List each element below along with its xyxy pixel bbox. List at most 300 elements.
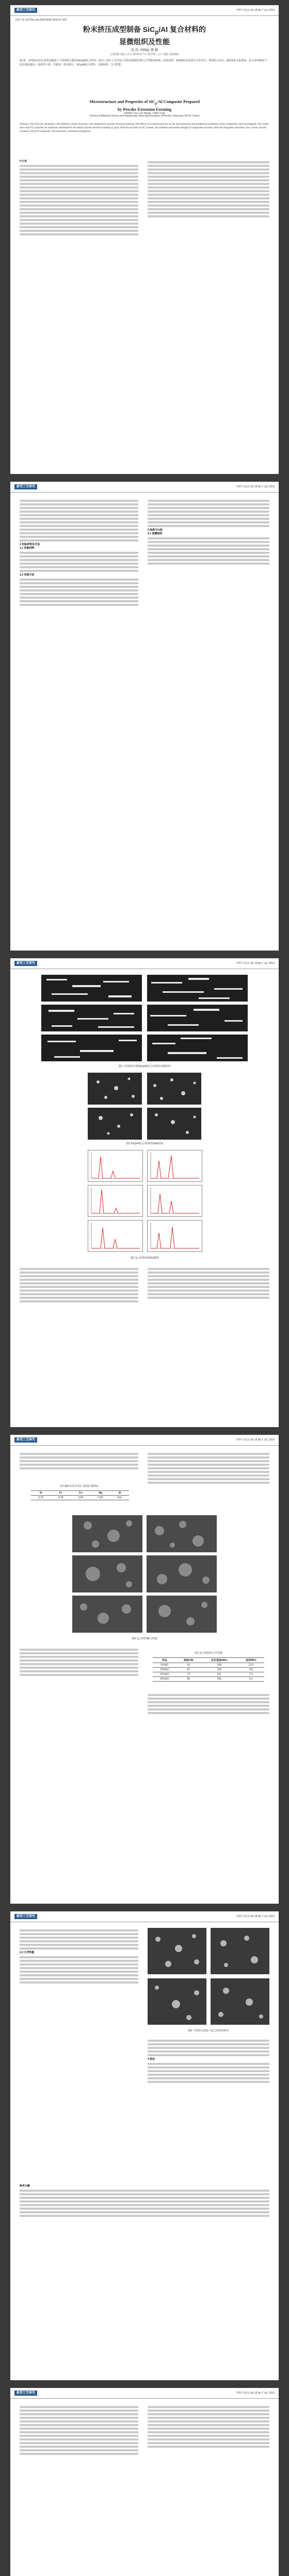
text-line bbox=[148, 521, 269, 523]
text-line bbox=[20, 2215, 269, 2217]
figure-3 bbox=[88, 1150, 201, 1253]
text-line bbox=[20, 1667, 138, 1669]
text-line bbox=[148, 1272, 269, 1274]
text-line bbox=[148, 1694, 269, 1696]
text-line bbox=[20, 219, 138, 221]
title-en-sub: p bbox=[155, 101, 157, 106]
journal-badge: 新型工艺研究 bbox=[14, 1914, 37, 1919]
page-header bbox=[10, 5, 279, 16]
micrograph bbox=[211, 1928, 269, 1974]
text-line bbox=[148, 1279, 269, 1281]
text-line bbox=[148, 1471, 269, 1473]
text-line bbox=[20, 566, 138, 568]
text-line bbox=[148, 201, 269, 203]
text-line bbox=[20, 555, 138, 557]
micrograph bbox=[41, 1035, 142, 1061]
text-line bbox=[20, 2190, 269, 2192]
journal-header-text: 材料与冶金 Vol.18 No.7 Jul. 2019 bbox=[236, 1438, 275, 1442]
table-cell: 85 bbox=[176, 1677, 201, 1682]
text-line bbox=[20, 1670, 138, 1672]
table-1-title: 表1 Al粉末化学成分 (质量分数/%) bbox=[59, 1485, 99, 1488]
table-header-cell: Cu bbox=[71, 1491, 91, 1496]
text-line bbox=[20, 563, 138, 565]
text-line bbox=[148, 511, 269, 513]
text-line bbox=[20, 1456, 138, 1459]
text-line bbox=[20, 1960, 138, 1962]
table-cell: 5%SiC bbox=[153, 1663, 176, 1668]
text-line bbox=[20, 223, 138, 225]
micrograph bbox=[147, 1005, 248, 1031]
table-cell: 61 bbox=[176, 1668, 201, 1672]
table-cell: 0.05 bbox=[91, 1496, 111, 1500]
column-right bbox=[148, 1451, 269, 1508]
text-line bbox=[148, 552, 269, 554]
text-line bbox=[148, 1708, 269, 1710]
spectrum-panel bbox=[147, 1150, 202, 1182]
text-line bbox=[20, 1940, 138, 1942]
spectrum-panel bbox=[88, 1220, 143, 1252]
text-line bbox=[20, 1464, 138, 1466]
text-line bbox=[148, 2047, 269, 2049]
text-line bbox=[148, 2442, 269, 2444]
text-line bbox=[148, 2417, 269, 2419]
text-line bbox=[148, 2077, 269, 2079]
page-3 bbox=[10, 958, 279, 1427]
spectrum-panel bbox=[147, 1220, 202, 1252]
fracture-image bbox=[147, 1555, 217, 1592]
table-cell: 0.40 bbox=[51, 1496, 71, 1500]
text-line bbox=[20, 212, 138, 214]
journal-header-text: 材料与冶金 Vol.18 No.7 Jul. 2019 bbox=[236, 2392, 275, 2395]
journal-header-text: 材料与冶金 Vol.18 No.7 Jul. 2019 bbox=[236, 9, 275, 12]
text-line bbox=[20, 593, 138, 595]
text-line bbox=[148, 2070, 269, 2072]
figure-4-caption: 图4 复合材料断口形貌 bbox=[132, 1637, 157, 1640]
text-line bbox=[20, 2406, 138, 2408]
text-line bbox=[148, 168, 269, 171]
text-line bbox=[148, 1460, 269, 1462]
journal-header-text: 材料与冶金 Vol.18 No.7 Jul. 2019 bbox=[236, 485, 275, 488]
text-line bbox=[20, 172, 138, 174]
text-line bbox=[148, 1293, 269, 1295]
text-line bbox=[148, 2063, 269, 2065]
figure-4 bbox=[72, 1515, 217, 1634]
text-line bbox=[20, 2200, 269, 2202]
title-cn-line2: 显微组织及性能 bbox=[119, 37, 170, 46]
journal-badge: 新型工艺研究 bbox=[14, 8, 37, 13]
text-line bbox=[148, 194, 269, 196]
text-line bbox=[20, 2428, 138, 2430]
section-heading: 0 引言 bbox=[20, 160, 27, 163]
abstract-en: Abstract: The SiCp/Al composites with different volume fractions were prepared by powder extrusion forming. The effects of extrusion process on the microstructure and mechanical properties of the composites were investigated. The results show that SiC particles are uniformly distributed in the matrix and the interface bonding is good. With the increase of SiC content, the hardness and tensile strength of composites increase while the elongation decreases. Key words: powder extrusion; SiCp/Al composite; microstructure; mechanical properties bbox=[20, 123, 269, 133]
text-line bbox=[148, 1705, 269, 1707]
text-line bbox=[148, 2074, 269, 2076]
text-line bbox=[20, 579, 138, 581]
text-line bbox=[148, 215, 269, 217]
text-line bbox=[148, 1456, 269, 1459]
section-heading: 3 结论 bbox=[148, 2058, 155, 2061]
affiliation-cn: (沈阳航空航天大学 材料科学与工程学院, 辽宁 沈阳 110136) bbox=[110, 53, 179, 56]
text-line bbox=[148, 503, 269, 505]
text-line bbox=[148, 1286, 269, 1288]
subsection-heading: 1.2 实验方法 bbox=[20, 573, 35, 577]
text-line bbox=[20, 2211, 269, 2213]
text-line bbox=[20, 215, 138, 217]
table-cell: 0.25 bbox=[31, 1496, 51, 1500]
micrograph bbox=[148, 1928, 206, 1974]
text-line bbox=[148, 179, 269, 181]
text-line bbox=[20, 1659, 138, 1662]
text-line bbox=[20, 201, 138, 203]
text-line bbox=[148, 208, 269, 210]
text-line bbox=[20, 1967, 138, 1969]
text-line bbox=[148, 2043, 269, 2045]
column-right bbox=[148, 160, 269, 464]
text-line bbox=[20, 1937, 138, 1939]
references-right bbox=[148, 2404, 269, 2559]
table-row bbox=[153, 1663, 264, 1668]
authors-cn: 张 涛, 刘洪丽, 陈 颖 bbox=[131, 49, 158, 52]
column-right bbox=[148, 2038, 269, 2177]
micrograph bbox=[41, 1005, 142, 1031]
text-line bbox=[20, 2204, 269, 2206]
micrograph bbox=[211, 1978, 269, 2025]
text-line bbox=[20, 208, 138, 210]
table-2-title: 表2 复合材料的力学性能 bbox=[194, 1652, 223, 1655]
table-header-cell: Al bbox=[110, 1491, 129, 1496]
text-line bbox=[20, 2453, 138, 2455]
text-line bbox=[148, 2066, 269, 2069]
table-row bbox=[153, 1672, 264, 1677]
sem-image bbox=[88, 1073, 142, 1105]
table-header-row bbox=[31, 1491, 129, 1496]
subsection-heading: 2.2 力学性能 bbox=[20, 1951, 35, 1954]
table-cell: 0.05 bbox=[71, 1496, 91, 1500]
text-line bbox=[148, 190, 269, 192]
spectrum-panel bbox=[147, 1185, 202, 1217]
text-line bbox=[148, 525, 269, 527]
text-line bbox=[20, 2413, 138, 2415]
text-line bbox=[20, 230, 138, 232]
text-line bbox=[20, 1956, 138, 1958]
text-line bbox=[20, 2410, 138, 2412]
text-line bbox=[20, 507, 138, 509]
table-cell: 15%SiC bbox=[153, 1672, 176, 1677]
table-header-cell: Fe bbox=[51, 1491, 71, 1496]
text-line bbox=[20, 190, 138, 192]
journal-badge: 新型工艺研究 bbox=[14, 961, 37, 966]
text-line bbox=[20, 1929, 138, 1931]
text-line bbox=[20, 165, 138, 167]
text-line bbox=[148, 187, 269, 189]
text-line bbox=[148, 2428, 269, 2430]
text-line bbox=[148, 514, 269, 516]
fracture-image bbox=[72, 1555, 142, 1592]
text-line bbox=[20, 1981, 138, 1984]
table-cell: 12.5 bbox=[238, 1663, 264, 1668]
references-block bbox=[20, 2184, 269, 2370]
text-line bbox=[20, 536, 138, 538]
text-line bbox=[20, 589, 138, 591]
table-cell: 5.1 bbox=[238, 1677, 264, 1682]
text-line bbox=[20, 197, 138, 199]
micrograph bbox=[147, 1035, 248, 1061]
column-left bbox=[20, 1451, 138, 1482]
page-5 bbox=[10, 1911, 279, 2380]
table-cell: 195 bbox=[201, 1668, 238, 1672]
table-header-cell: 样品 bbox=[153, 1658, 176, 1663]
figure-1-caption: 图1 不同体积分数SiCp/Al复合材料的显微组织 bbox=[118, 1065, 171, 1068]
table-cell: 168 bbox=[201, 1663, 238, 1668]
table-cell: 52 bbox=[176, 1663, 201, 1668]
spectrum-panel bbox=[88, 1185, 143, 1217]
text-line bbox=[20, 1971, 138, 1973]
text-line bbox=[20, 518, 138, 520]
text-line bbox=[148, 559, 269, 561]
column-left bbox=[20, 1928, 138, 2175]
text-line bbox=[148, 2406, 269, 2408]
table-header-cell: 抗拉强度/MPa bbox=[201, 1658, 238, 1663]
section-heading: 2 结果与分析 bbox=[148, 529, 163, 532]
text-line bbox=[148, 2438, 269, 2441]
text-line bbox=[148, 1268, 269, 1270]
text-line bbox=[20, 1275, 138, 1277]
references-left bbox=[20, 2404, 138, 2559]
text-line bbox=[20, 2431, 138, 2433]
journal-header-text: 材料与冶金 Vol.18 No.7 Jul. 2019 bbox=[236, 1915, 275, 1918]
text-line bbox=[148, 2420, 269, 2422]
column-left bbox=[20, 1266, 138, 1416]
text-line bbox=[148, 1290, 269, 1292]
text-line bbox=[20, 1272, 138, 1274]
sem-image bbox=[88, 1108, 142, 1140]
column-left bbox=[20, 498, 138, 941]
text-line bbox=[148, 172, 269, 174]
text-line bbox=[20, 1300, 138, 1302]
text-line bbox=[148, 197, 269, 199]
table-cell: 246 bbox=[201, 1677, 238, 1682]
text-line bbox=[20, 559, 138, 561]
table-2 bbox=[153, 1657, 264, 1682]
text-line bbox=[148, 555, 269, 557]
text-line bbox=[20, 183, 138, 185]
page-2 bbox=[10, 482, 279, 951]
fracture-image bbox=[147, 1515, 217, 1552]
text-line bbox=[20, 570, 138, 572]
text-line bbox=[20, 2208, 269, 2210]
journal-badge: 新型工艺研究 bbox=[14, 1437, 37, 1443]
column-right bbox=[148, 1692, 269, 1775]
figure-2 bbox=[88, 1073, 201, 1140]
table-header-cell: 延伸率/% bbox=[238, 1658, 264, 1663]
text-line bbox=[20, 525, 138, 527]
micrograph bbox=[147, 975, 248, 1002]
text-line bbox=[20, 205, 138, 207]
text-line bbox=[20, 2442, 138, 2444]
text-line bbox=[20, 1974, 138, 1976]
title-cn-part: 粉末挤压成型制备 SiC bbox=[83, 25, 155, 33]
text-line bbox=[20, 604, 138, 606]
text-line bbox=[20, 1663, 138, 1665]
sem-image bbox=[147, 1108, 201, 1140]
page-header bbox=[10, 958, 279, 969]
text-line bbox=[20, 233, 138, 235]
text-line bbox=[148, 1712, 269, 1714]
text-line bbox=[20, 226, 138, 228]
table-1 bbox=[31, 1490, 129, 1500]
title-en-line2: by Powder Extrusion Forming bbox=[117, 107, 172, 112]
sem-image bbox=[147, 1073, 201, 1105]
fracture-image bbox=[72, 1596, 142, 1633]
micrograph bbox=[41, 975, 142, 1002]
text-line bbox=[20, 1649, 138, 1651]
text-line bbox=[20, 1467, 138, 1469]
text-line bbox=[20, 1963, 138, 1965]
journal-header-text: 材料与冶金 Vol.18 No.7 Jul. 2019 bbox=[236, 962, 275, 965]
text-line bbox=[148, 541, 269, 543]
text-line bbox=[148, 1275, 269, 1277]
doi: DOI: 10.13373/j.cnki.0568-8090.2019.07.001 bbox=[15, 19, 67, 22]
title-cn-sub: p bbox=[155, 28, 159, 36]
text-line bbox=[20, 532, 138, 534]
table-row bbox=[31, 1496, 129, 1500]
text-line bbox=[148, 176, 269, 178]
text-line bbox=[20, 1293, 138, 1295]
affiliation-en: (School of Materials Science and Engineering, Shenyang Aerospace University, Shenyang 110136, China) bbox=[89, 115, 200, 117]
abstract-cn: 摘 要：采用粉末挤压成型法制备了不同体积分数的SiCp/Al复合材料，研究了挤压工艺对复合材料显微组织和力学性能的影响。结果表明：SiC颗粒在基体中分布均匀，界面结合良好；随着SiC含量增加，复合材料硬度与抗拉强度提高，延伸率下降。关键词：粉末挤压；SiCp/Al复合材料；显微组织；力学性能 bbox=[20, 59, 267, 66]
text-line bbox=[20, 597, 138, 599]
text-line bbox=[20, 2449, 138, 2451]
text-line bbox=[20, 1674, 138, 1676]
text-line bbox=[20, 511, 138, 513]
text-line bbox=[148, 2410, 269, 2412]
text-line bbox=[20, 1282, 138, 1284]
text-line bbox=[148, 165, 269, 167]
table-row bbox=[153, 1668, 264, 1672]
title-en-part: Microstructure and Properties of SiC bbox=[89, 99, 155, 104]
figure-1 bbox=[41, 975, 248, 1062]
text-line bbox=[148, 1701, 269, 1703]
text-line bbox=[148, 2431, 269, 2433]
table-cell: 20%SiC bbox=[153, 1677, 176, 1682]
text-line bbox=[20, 1453, 138, 1455]
text-line bbox=[20, 552, 138, 554]
text-line bbox=[148, 205, 269, 207]
text-line bbox=[148, 548, 269, 550]
title-en-part: /Al Composite Prepared bbox=[157, 99, 200, 104]
table-cell: 9.8 bbox=[238, 1668, 264, 1672]
text-line bbox=[148, 537, 269, 539]
text-line bbox=[20, 1933, 138, 1935]
table-header-cell: Si bbox=[31, 1491, 51, 1496]
table-header-cell: 硬度/HB bbox=[176, 1658, 201, 1663]
text-line bbox=[20, 1279, 138, 1281]
text-line bbox=[20, 1286, 138, 1288]
page-1 bbox=[10, 5, 279, 474]
column-left bbox=[20, 1647, 138, 1776]
text-line bbox=[20, 2420, 138, 2422]
text-line bbox=[20, 2424, 138, 2426]
page-header bbox=[10, 1911, 279, 1922]
table-cell: 10%SiC bbox=[153, 1668, 176, 1672]
text-line bbox=[20, 2446, 138, 2448]
column-right bbox=[148, 1266, 269, 1416]
text-line bbox=[20, 1944, 138, 1946]
text-line bbox=[148, 1482, 269, 1484]
column-left bbox=[20, 160, 138, 464]
text-line bbox=[148, 507, 269, 509]
text-line bbox=[20, 187, 138, 189]
text-line bbox=[148, 2446, 269, 2448]
text-line bbox=[148, 2040, 269, 2042]
text-line bbox=[148, 1282, 269, 1284]
text-line bbox=[20, 1268, 138, 1270]
text-line bbox=[148, 545, 269, 547]
text-line bbox=[20, 1290, 138, 1292]
text-line bbox=[148, 2413, 269, 2415]
page-header bbox=[10, 1435, 279, 1446]
text-line bbox=[20, 582, 138, 584]
page-header bbox=[10, 2388, 279, 2399]
paper-title-en bbox=[10, 99, 279, 112]
text-line bbox=[148, 1464, 269, 1466]
title-cn-part: /Al 复合材料的 bbox=[158, 25, 206, 33]
text-line bbox=[148, 500, 269, 502]
table-cell: 7.2 bbox=[238, 1672, 264, 1677]
text-line bbox=[148, 2081, 269, 2083]
text-line bbox=[148, 1467, 269, 1469]
text-line bbox=[148, 2050, 269, 2053]
text-line bbox=[20, 168, 138, 171]
table-header-row bbox=[153, 1658, 264, 1663]
text-line bbox=[20, 586, 138, 588]
text-line bbox=[148, 1475, 269, 1477]
micrograph bbox=[148, 1978, 206, 2025]
text-line bbox=[20, 600, 138, 602]
authors-en-names: ZHANG Tao, LIU Hongli, CHEN Ying bbox=[124, 112, 165, 115]
section-heading: 1 实验材料及方法 bbox=[20, 543, 40, 546]
text-line bbox=[148, 161, 269, 163]
page-6 bbox=[10, 2388, 279, 2576]
figure-5 bbox=[148, 1928, 269, 2026]
text-line bbox=[20, 529, 138, 531]
figure-3-caption: 图3 复合材料的XRD图谱 bbox=[130, 1257, 159, 1260]
fracture-image bbox=[147, 1596, 217, 1633]
text-line bbox=[148, 212, 269, 214]
authors-en bbox=[10, 112, 279, 117]
fracture-image bbox=[72, 1515, 142, 1552]
text-line bbox=[20, 521, 138, 523]
text-line bbox=[20, 503, 138, 505]
text-line bbox=[20, 179, 138, 181]
subsection-heading: 2.1 显微组织 bbox=[148, 532, 163, 535]
text-line bbox=[148, 1478, 269, 1480]
figure-2-caption: 图2 SiCp/Al复合材料的SEM形貌 bbox=[126, 1142, 163, 1145]
text-line bbox=[148, 183, 269, 185]
figure-5-caption: 图5 不同挤压温度下复合材料的组织 bbox=[188, 2029, 229, 2032]
text-line bbox=[20, 194, 138, 196]
text-line bbox=[20, 2193, 269, 2195]
page-header bbox=[10, 482, 279, 493]
text-line bbox=[20, 539, 138, 541]
table-cell: 221 bbox=[201, 1672, 238, 1677]
text-line bbox=[148, 1297, 269, 1299]
text-line bbox=[20, 2438, 138, 2441]
text-line bbox=[148, 2435, 269, 2437]
text-line bbox=[148, 2424, 269, 2426]
table-header-cell: Mg bbox=[91, 1491, 111, 1496]
column-right bbox=[148, 498, 269, 704]
